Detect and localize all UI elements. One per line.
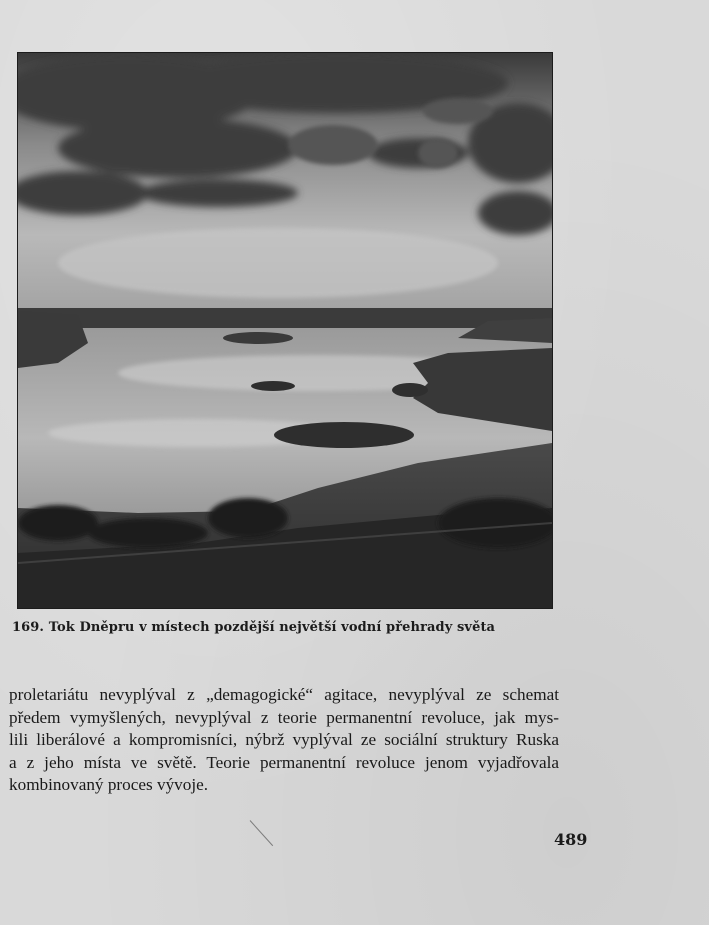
river-landscape-photo-icon [18,53,552,608]
paper-scratch-mark [250,820,273,846]
body-line: a z jeho místa ve světě. Teorie permanentní revoluce jenom vyjadřovala [9,752,559,772]
body-line: kombinovaný proces vývoje. [9,775,209,794]
body-line: předem vymyšlených, nevyplýval z teorie permanentní revoluce, jak mys- [9,707,559,727]
body-line: lili liberálové a kompromisníci, nýbrž vyplýval ze sociální struktury Ruska [9,730,559,749]
dnieper-river-photo [17,52,553,609]
body-paragraph [9,684,559,797]
page-number: 489 [554,830,588,849]
figure-caption: 169. Tok Dněpru v místech pozdější největší vodní přehrady světa [12,620,496,635]
body-line: proletariátu nevyplýval z „demagogické“ agitace, nevyplýval ze schemat [9,685,559,704]
